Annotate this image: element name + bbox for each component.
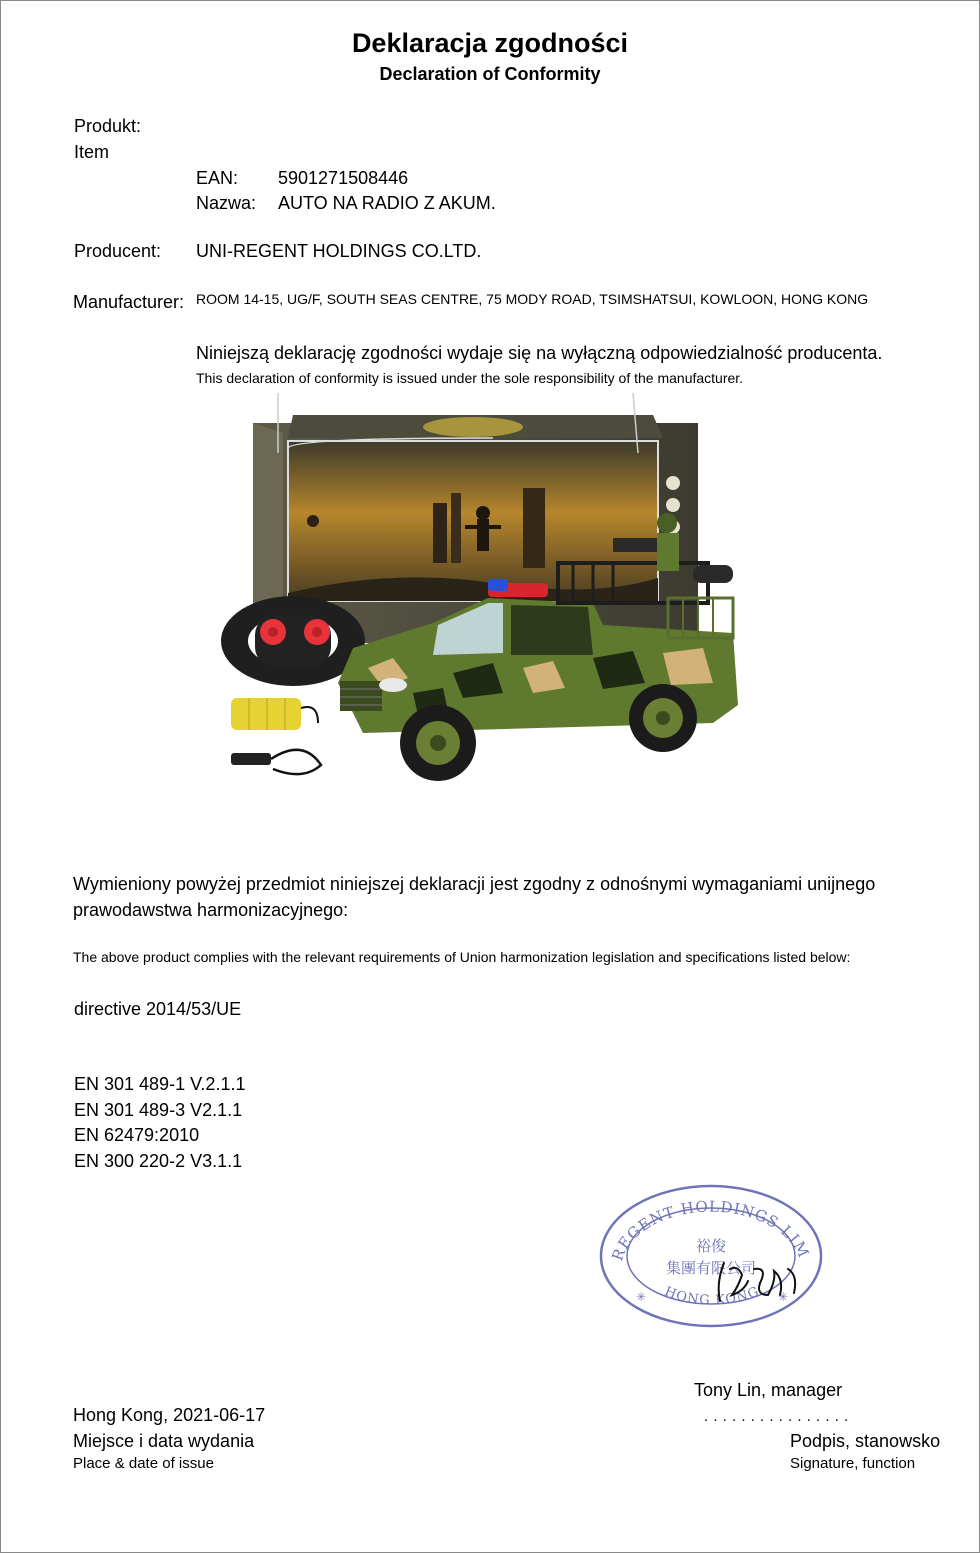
document-subtitle: Declaration of Conformity: [379, 64, 601, 84]
producer-name: UNI-REGENT HOLDINGS CO.LTD.: [196, 241, 482, 261]
battery-pack: [231, 698, 301, 730]
product-label-pl: Produkt:: [74, 116, 142, 136]
standard-4: EN 300 220-2 V3.1.1: [74, 1151, 243, 1171]
ean-label: EAN:: [196, 168, 239, 188]
compliance-en: The above product complies with the relevant requirements of Union harmonization legislation and specifications listed below:: [73, 949, 851, 965]
usb-cable: [231, 753, 271, 765]
name-value: AUTO NA RADIO Z AKUM.: [278, 193, 496, 213]
svg-text:✳: ✳: [636, 1290, 647, 1304]
standard-3: EN 62479:2010: [74, 1125, 200, 1145]
standard-1: EN 301 489-1 V.2.1.1: [74, 1074, 246, 1094]
compliance-pl-line2: prawodawstwa harmonizacyjnego:: [73, 900, 349, 920]
box-window: [288, 441, 658, 601]
directive: directive 2014/53/UE: [74, 999, 242, 1019]
place-date: Hong Kong, 2021-06-17: [73, 1405, 266, 1425]
standard-2: EN 301 489-3 V2.1.1: [74, 1100, 243, 1120]
ean-value: 5901271508446: [278, 168, 409, 188]
signature-dots: . . . . . . . . . . . . . . . .: [704, 1408, 849, 1425]
stamp-company-text: REGENT HOLDINGS LIM: [608, 1197, 813, 1264]
responsibility-pl: Niniejszą deklarację zgodności wydaje się na wyłączną odpowiedzialność producenta.: [196, 343, 883, 363]
signer-name: Tony Lin, manager: [694, 1380, 843, 1400]
product-photo: [193, 393, 758, 813]
name-label: Nazwa:: [196, 193, 257, 213]
place-label-pl: Miejsce i data wydania: [73, 1431, 255, 1451]
producer-label: Producent:: [74, 241, 162, 261]
rc-car-illustration: [193, 393, 758, 813]
company-stamp: [598, 1183, 824, 1329]
compliance-pl-line1: Wymieniony powyżej przedmiot niniejszej deklaracji jest zgodny z odnośnymi wymaganiami unijnego: [73, 874, 876, 894]
stamp-chinese-line1: 裕俊: [695, 1237, 727, 1255]
signature-label-en: Signature, function: [790, 1455, 916, 1472]
manufacturer-label: Manufacturer:: [73, 292, 185, 312]
signature-label-pl: Podpis, stanowsko: [790, 1431, 941, 1451]
document-title: Deklaracja zgodności: [351, 28, 629, 58]
stamp-city-text: HONG KONG: [662, 1284, 762, 1309]
svg-text:HONG KONG: [662, 1284, 761, 1308]
svg-text:✳: ✳: [778, 1290, 789, 1304]
product-label-en: Item: [74, 142, 110, 162]
place-label-en: Place & date of issue: [73, 1455, 214, 1472]
stamp-chinese-line2: 集團有限公司: [665, 1259, 757, 1277]
soldier-figure: [657, 513, 677, 533]
manufacturer-address: ROOM 14-15, UG/F, SOUTH SEAS CENTRE, 75 MODY ROAD, TSIMSHATSUI, KOWLOON, HONG KONG: [196, 291, 869, 307]
responsibility-en: This declaration of conformity is issued under the sole responsibility of the manufacturer.: [196, 370, 744, 386]
